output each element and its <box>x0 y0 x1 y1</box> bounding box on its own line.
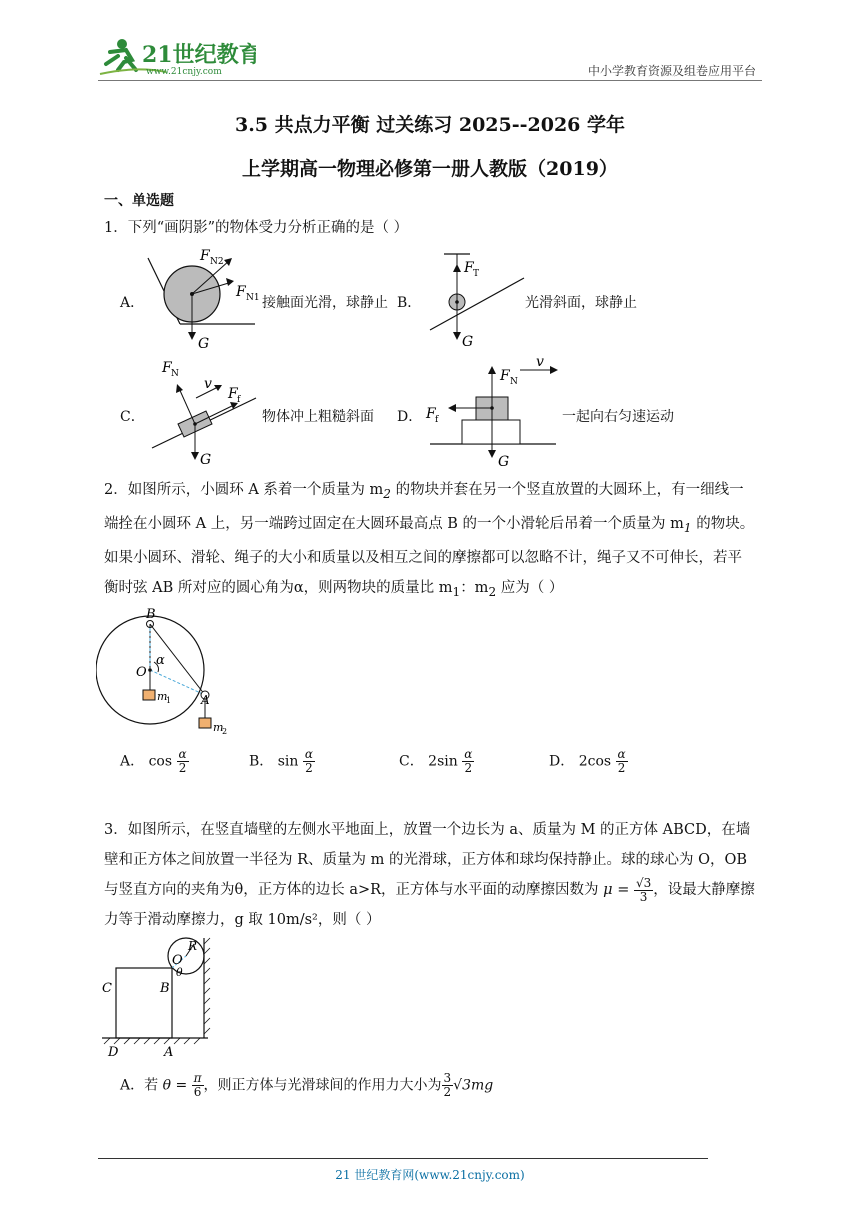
platform-text: 中小学教育资源及组卷应用平台 <box>587 64 756 78</box>
q3-option-a: A．若 θ = $\frac{\pi}{6}$ ，则正方体与光滑球间的作用力大小为 $\frac{3}{2}$ √3mg <box>120 1071 494 1099</box>
q1-option-a-label: A． <box>120 295 145 311</box>
svg-text:f: f <box>237 395 241 405</box>
q1-option-b-text: 光滑斜面，球静止 <box>525 295 637 311</box>
svg-text:A: A <box>201 693 210 707</box>
svg-text:F: F <box>162 360 172 376</box>
page-title-line2: 上学期高一物理必修第一册人教版（2019） <box>242 158 618 180</box>
svg-text:R: R <box>188 939 198 953</box>
q1-option-a-text: 接触面光滑，球静止 <box>262 295 388 311</box>
svg-text:F: F <box>426 406 436 422</box>
svg-text:B: B <box>160 981 170 996</box>
svg-text:B: B <box>146 607 156 622</box>
svg-text:1: 1 <box>166 696 172 705</box>
svg-text:F: F <box>236 284 246 300</box>
svg-text:α: α <box>156 653 165 668</box>
q1-stem: 1．下列“画阴影”的物体受力分析正确的是（ ） <box>104 220 409 236</box>
svg-text:f: f <box>435 415 439 425</box>
logo-text: 21世纪教育 <box>142 42 256 68</box>
svg-text:G: G <box>200 452 212 468</box>
svg-text:N1: N1 <box>246 293 260 303</box>
q2-figure <box>96 604 236 740</box>
svg-text:T: T <box>473 269 480 279</box>
footer-divider <box>98 1158 708 1159</box>
q2-option-b: B． sin $\frac{\alpha}{2}$ <box>249 747 313 775</box>
svg-text:v: v <box>536 356 544 370</box>
logo <box>96 36 256 78</box>
svg-text:G: G <box>462 334 474 350</box>
svg-text:G: G <box>498 454 510 468</box>
footer-text: 21 世纪教育网(www.21cnjy.com) <box>335 1168 525 1182</box>
svg-text:2: 2 <box>222 727 228 736</box>
svg-text:O: O <box>136 665 147 680</box>
svg-text:C: C <box>102 981 112 996</box>
q1-option-c-text: 物体冲上粗糙斜面 <box>262 409 374 425</box>
section-heading: 一、单选题 <box>104 193 174 209</box>
logo-url: www.21cnjy.com <box>146 67 222 77</box>
q2-option-a: A． cos $\frac{\alpha}{2}$ <box>120 747 187 775</box>
q1-figure-d <box>420 356 560 468</box>
q1-option-b-label: B． <box>397 295 422 311</box>
svg-text:N2: N2 <box>210 257 224 267</box>
svg-text:v: v <box>204 376 212 392</box>
q1-option-c-label: C． <box>120 409 145 425</box>
svg-text:G: G <box>198 336 210 352</box>
svg-text:D: D <box>108 1045 119 1060</box>
q1-option-d-text: 一起向右匀速运动 <box>562 409 674 425</box>
q2-option-c: C． 2sin $\frac{\alpha}{2}$ <box>399 747 473 775</box>
logo-runner-icon <box>96 36 256 78</box>
svg-text:F: F <box>500 368 510 384</box>
q2-stem: 2．如图所示，小圆环 A 系着一个质量为 $m_2$ 的物块并套在另一个竖直放置的大圆环上，有一细线一 端拴在小圆环 A 上，另一端跨过固定在大圆环最高点 B 的一个小滑轮后吊着一个质量为 $m_1$ 的物块。 如果小圆环、滑轮、绳子的大小和质量以及相互之间的摩擦都可以忽略不计，绳子又不可伸长，若平 衡时弦 AB 所对应的圆心角为α，则两物块的质量比 $m_1$：$m_2$ 应为（ ） <box>104 482 755 599</box>
q3-stem: 3．如图所示，在竖直墙壁的左侧水平地面上，放置一个边长为 a、质量为 M 的正方体 ABCD，在墙 壁和正方体之间放置一半径为 R、质量为 m 的光滑球，正方体和球均保持静止。球的球心为 O，OB 与竖直方向的夹角为θ，正方体的边长 a>R，正方体与水平面的动摩擦因数为 μ = $\frac{√3}{3}$ ，设最大静摩擦 力等于滑动摩擦力，g 取 10m/s²，则（ ） <box>104 822 755 928</box>
q1-figure-a <box>140 246 265 356</box>
header-divider <box>98 80 762 81</box>
q1-figure-b <box>420 250 525 350</box>
q2-option-d: D． 2cos $\frac{\alpha}{2}$ <box>549 747 626 775</box>
svg-text:N: N <box>510 377 518 387</box>
page-title-line1: 3.5 共点力平衡 过关练习 2025--2026 学年 <box>234 114 626 136</box>
q1-option-d-label: D． <box>397 409 423 425</box>
q3-figure <box>98 934 218 1062</box>
svg-text:θ: θ <box>176 966 183 979</box>
svg-text:O: O <box>172 953 183 968</box>
svg-text:F: F <box>200 248 210 264</box>
svg-text:A: A <box>164 1045 174 1060</box>
svg-text:F: F <box>464 260 474 276</box>
svg-text:N: N <box>171 369 179 379</box>
q1-figure-c <box>148 356 260 468</box>
svg-text:F: F <box>228 386 238 402</box>
svg-text:m: m <box>213 721 224 734</box>
svg-text:m: m <box>157 690 168 703</box>
